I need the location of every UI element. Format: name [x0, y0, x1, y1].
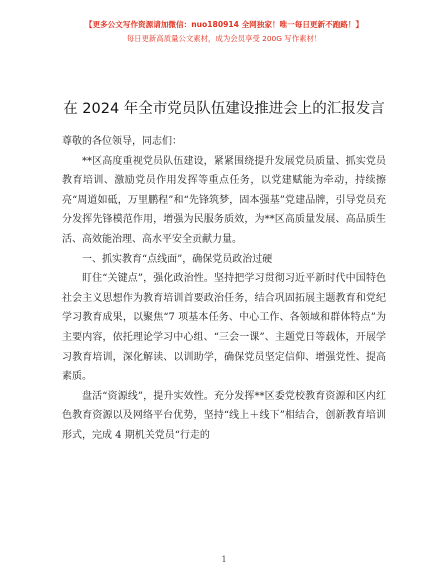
body-paragraph-2: 盯住“关键点”，强化政治性。坚持把学习贯彻习近平新时代中国特色社会主义思想作为教育培训首要政治任务，结合巩固拓展主题教育和党纪学习教育成果，以聚焦“7 项基本任务、中心工作、各领域和群体特点”为主要内容，依托理论学习中心组、“三会一课”、主题党日等载体，开展学习教育培训，深化解读、以训助学，确保党员坚定信仰、增强党性、提高素质。	[62, 273, 386, 383]
document-body	[62, 132, 386, 446]
promo-line-2: 每日更新高质量公文素材，成为会员享受 200G 写作素材！	[126, 34, 322, 43]
document-title: 在 2024 年全市党员队伍建设推进会上的汇报发言	[63, 101, 385, 117]
promo-banner	[0, 0, 448, 46]
page-number: 1	[221, 555, 227, 564]
promo-line-1: 【更多公文写作资源请加微信：nuo180914 全网独家！唯一每日更新不跑路！】	[84, 20, 364, 29]
section-heading-1: 一、抓实教育“点线面”，确保党员政治过硬	[82, 253, 273, 265]
salutation: 尊敬的各位领导，同志们：	[62, 136, 182, 147]
body-paragraph-1: **区高度重视党员队伍建设，紧紧围绕提升发展党员质量、抓实党员教育培训、激励党员作用发挥等重点任务，以党建赋能为牵动，持续擦亮“周道如砥，万里鹏程”和“先锋筑梦，固本强基”党建品牌，引导党员充分发挥先锋模范作用，增强为民服务质效，为**区高质量发展、高品质生活、高效能治理、高水平安全贡献力量。	[62, 155, 386, 245]
body-paragraph-3: 盘活“资源线”，提升实效性。充分发挥**区委党校教育资源和区内红色教育资源以及网络平台优势，坚持“线上＋线下”相结合，创新教育培训形式，完成 4 期机关党员“行走的	[62, 390, 386, 441]
